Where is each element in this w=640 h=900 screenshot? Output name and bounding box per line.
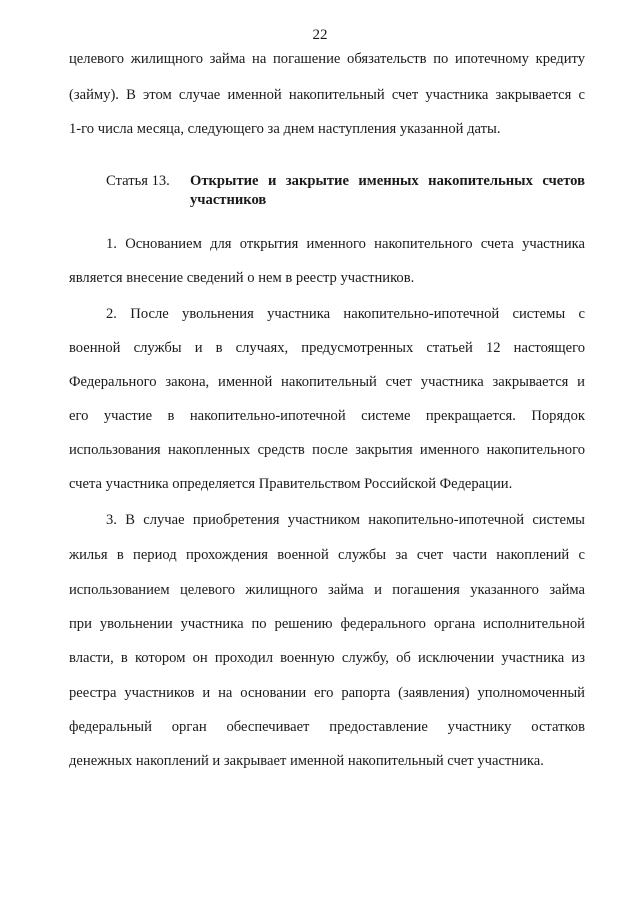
page-number: 22 — [312, 27, 328, 43]
paragraph-line: (займу). В этом случае именной накопительный счет участника закрывается с — [69, 87, 585, 103]
paragraph-line: целевого жилищного займа на погашение обязательств по ипотечному кредиту — [69, 51, 585, 67]
paragraph-line: 1. Основанием для открытия именного накопительного счета участника — [106, 236, 585, 252]
paragraph-line: жилья в период прохождения военной службы за счет части накоплений с — [69, 547, 585, 563]
paragraph-line: 2. После увольнения участника накопительно-ипотечной системы с — [106, 306, 585, 322]
article-title-line: участников — [190, 192, 267, 208]
paragraph-line: при увольнении участника по решению федерального органа исполнительной — [69, 616, 585, 632]
article-number: Статья 13. — [106, 173, 170, 189]
paragraph-line: его участие в накопительно-ипотечной системе прекращается. Порядок — [69, 408, 585, 424]
paragraph-line: использованием целевого жилищного займа и погашения указанного займа — [69, 582, 585, 598]
paragraph-line: является внесение сведений о нем в реестр участников. — [69, 270, 415, 286]
paragraph-line: военной службы и в случаях, предусмотренных статьей 12 настоящего — [69, 340, 585, 356]
paragraph-line: 1-го числа месяца, следующего за днем наступления указанной даты. — [69, 121, 501, 137]
paragraph-line: федеральный орган обеспечивает предоставление участнику остатков — [69, 719, 585, 735]
paragraph-line: денежных накоплений и закрывает именной накопительный счет участника. — [69, 753, 544, 769]
paragraph-line: использования накопленных средств после закрытия именного накопительного — [69, 442, 585, 458]
paragraph-line: счета участника определяется Правительством Российской Федерации. — [69, 476, 513, 492]
article-title-line: Открытие и закрытие именных накопительных счетов — [190, 173, 585, 189]
paragraph-line: 3. В случае приобретения участником накопительно-ипотечной системы — [106, 512, 585, 528]
paragraph-line: реестра участников и на основании его рапорта (заявления) уполномоченный — [69, 685, 585, 701]
paragraph-line: Федерального закона, именной накопительный счет участника закрывается и — [69, 374, 585, 390]
paragraph-line: власти, в котором он проходил военную службу, об исключении участника из — [69, 650, 585, 666]
